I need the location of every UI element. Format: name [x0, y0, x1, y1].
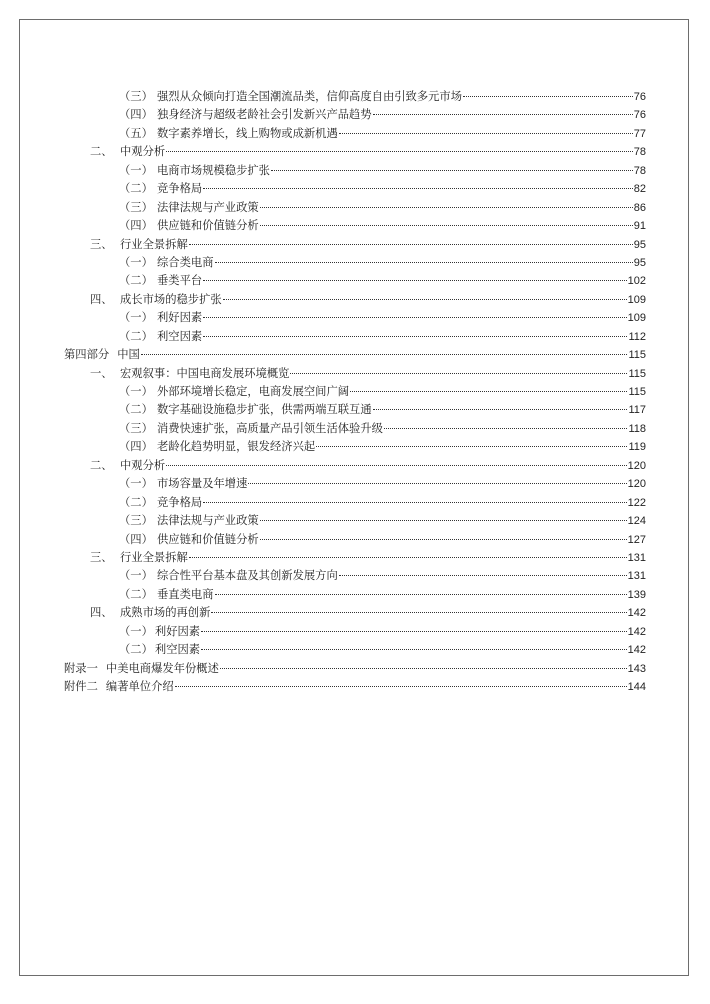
toc-entry-page-number: 142 — [627, 644, 646, 657]
toc-dot-leader — [223, 299, 627, 300]
toc-dot-leader — [203, 188, 633, 189]
toc-entry-page-number: 82 — [633, 183, 646, 196]
toc-entry-title: 垂类平台 — [157, 274, 203, 288]
toc-entry-title: 中国 — [117, 348, 140, 362]
toc-entry[interactable] — [64, 180, 646, 198]
toc-entry-title: 供应链和价值链分析 — [157, 219, 259, 233]
toc-dot-leader — [189, 557, 627, 558]
toc-entry[interactable] — [64, 494, 646, 512]
toc-entry-title: 竞争格局 — [157, 182, 203, 196]
toc-entry[interactable] — [64, 383, 646, 401]
toc-entry-title: 市场容量及年增速 — [157, 477, 248, 491]
toc-entry-title: 数字素养增长，线上购物或成新机遇 — [157, 126, 338, 140]
toc-dot-leader — [260, 225, 633, 226]
toc-entry[interactable] — [64, 143, 646, 161]
toc-entry-page-number: 144 — [627, 681, 646, 693]
toc-entry-page-number: 120 — [627, 459, 646, 472]
toc-dot-leader — [373, 409, 628, 410]
toc-entry-page-number: 102 — [627, 275, 646, 288]
toc-dot-leader — [384, 428, 628, 429]
toc-entry-page-number: 77 — [633, 127, 646, 140]
toc-entry-title: 利好因素 — [154, 624, 201, 638]
toc-entry-title: 利空因素 — [154, 643, 201, 657]
toc-entry-page-number: 142 — [627, 607, 646, 620]
toc-entry-number: 四、 — [90, 606, 113, 620]
toc-entry-title: 利空因素 — [157, 329, 203, 343]
toc-dot-leader — [339, 133, 633, 134]
toc-entry-page-number: 76 — [633, 109, 646, 122]
toc-entry-number: （二） — [119, 587, 153, 601]
toc-entry[interactable] — [64, 531, 646, 549]
toc-entry-number: 三、 — [90, 237, 113, 251]
toc-entry-number: 三、 — [90, 550, 113, 564]
toc-entry-number: （二） — [119, 643, 153, 657]
toc-entry[interactable] — [64, 125, 646, 143]
toc-entry[interactable] — [64, 586, 646, 604]
toc-entry[interactable] — [64, 567, 646, 585]
toc-entry-number: （二） — [119, 329, 153, 343]
toc-entry-number: 附件二 — [64, 680, 98, 693]
toc-entry-number: （四） — [119, 440, 153, 454]
toc-entry[interactable] — [64, 475, 646, 493]
toc-entry-page-number: 86 — [633, 201, 646, 214]
toc-entry[interactable] — [64, 623, 646, 641]
toc-entry-page-number: 112 — [628, 330, 646, 343]
toc-entry[interactable] — [64, 641, 646, 659]
toc-entry-number: （一） — [119, 624, 153, 638]
toc-entry-page-number: 119 — [628, 441, 646, 454]
toc-entry-number: （三） — [119, 421, 153, 435]
toc-entry-title: 利好因素 — [157, 311, 203, 325]
toc-entry[interactable] — [64, 346, 646, 364]
toc-entry-number: 二、 — [90, 458, 113, 472]
toc-dot-leader — [350, 391, 627, 392]
toc-dot-leader — [189, 244, 633, 245]
toc-entry[interactable] — [64, 88, 646, 106]
toc-entry[interactable] — [64, 162, 646, 180]
toc-entry[interactable] — [64, 549, 646, 567]
toc-entry-number: 附录一 — [64, 661, 98, 675]
toc-dot-leader — [203, 317, 626, 318]
toc-dot-leader — [463, 96, 633, 97]
toc-entry-number: 第四部分 — [64, 348, 110, 362]
toc-dot-leader — [373, 114, 633, 115]
toc-entry-title: 垂直类电商 — [157, 587, 214, 601]
toc-entry-number: （一） — [119, 163, 153, 177]
toc-entry-title: 电商市场规模稳步扩张 — [157, 163, 270, 177]
toc-entry[interactable] — [64, 106, 646, 124]
toc-entry-title: 成长市场的稳步扩张 — [120, 292, 222, 306]
toc-entry-title: 独身经济与超级老龄社会引发新兴产品趋势 — [157, 108, 372, 122]
toc-dot-leader — [339, 575, 627, 576]
toc-entry-title: 中观分析 — [120, 458, 166, 472]
toc-entry[interactable] — [64, 604, 646, 622]
toc-entry[interactable] — [64, 512, 646, 530]
toc-entry-number: 二、 — [90, 145, 113, 159]
toc-entry-number: （二） — [119, 403, 153, 417]
toc-dot-leader — [260, 539, 627, 540]
toc-entry-page-number: 124 — [627, 515, 646, 528]
toc-dot-leader — [220, 668, 627, 669]
toc-entry-title: 竞争格局 — [157, 495, 203, 509]
toc-entry-number: （三） — [119, 200, 153, 214]
toc-dot-leader — [141, 354, 628, 355]
toc-entry-title: 成熟市场的再创新 — [120, 606, 211, 620]
toc-dot-leader — [260, 520, 627, 521]
toc-entry-title: 编著单位介绍 — [105, 680, 174, 693]
toc-entry-number: （一） — [119, 311, 153, 325]
toc-entry-title: 行业全景拆解 — [120, 237, 188, 251]
toc-entry-title: 中观分析 — [120, 145, 166, 159]
toc-entry[interactable] — [64, 438, 646, 456]
toc-entry-page-number: 115 — [628, 386, 646, 398]
toc-entry-page-number: 139 — [627, 588, 646, 601]
toc-dot-leader — [203, 502, 626, 503]
toc-entry[interactable] — [64, 328, 646, 346]
toc-entry-page-number: 120 — [627, 478, 646, 491]
toc-entry-number: （三） — [119, 90, 153, 103]
toc-dot-leader — [201, 649, 627, 650]
toc-dot-leader — [248, 483, 626, 484]
toc-entry-page-number: 95 — [633, 256, 646, 269]
toc-entry-page-number: 95 — [633, 238, 646, 251]
toc-entry-page-number: 78 — [633, 146, 646, 159]
toc-entry-number: 一、 — [90, 366, 113, 380]
toc-entry-page-number: 122 — [627, 496, 646, 509]
toc-entry-number: （一） — [119, 569, 153, 583]
toc-entry[interactable] — [64, 660, 646, 678]
toc-entry[interactable] — [64, 217, 646, 235]
toc-entry-number: （五） — [119, 126, 153, 140]
toc-dot-leader — [203, 280, 626, 281]
toc-entry-number: （一） — [119, 255, 153, 269]
toc-entry[interactable] — [64, 309, 646, 327]
toc-entry-page-number: 109 — [627, 312, 646, 325]
toc-entry-page-number: 131 — [627, 570, 646, 583]
toc-entry-page-number: 78 — [633, 164, 646, 177]
toc-entry-number: （二） — [119, 274, 153, 288]
toc-entry[interactable] — [64, 199, 646, 217]
toc-entry-number: 四、 — [90, 292, 113, 306]
toc-entry[interactable] — [64, 420, 646, 438]
toc-entry-page-number: 76 — [633, 91, 646, 103]
toc-entry[interactable] — [64, 236, 646, 254]
toc-entry[interactable] — [64, 401, 646, 419]
toc-entry-page-number: 91 — [633, 220, 646, 233]
toc-dot-leader — [260, 207, 633, 208]
toc-entry-title: 数字基础设施稳步扩张，供需两端互联互通 — [157, 403, 372, 417]
toc-dot-leader — [215, 594, 627, 595]
toc-entry-number: （四） — [119, 532, 153, 546]
toc-dot-leader — [175, 686, 627, 687]
toc-entry-title: 综合类电商 — [157, 255, 214, 269]
toc-entry[interactable] — [64, 457, 646, 475]
toc-entry-number: （二） — [119, 495, 153, 509]
toc-dot-leader — [211, 612, 626, 613]
toc-entry-title: 外部环境增长稳定，电商发展空间广阔 — [157, 385, 350, 398]
toc-dot-leader — [201, 631, 627, 632]
toc-entry-number: （一） — [119, 385, 153, 398]
toc-entry-number: （二） — [119, 182, 153, 196]
toc-dot-leader — [271, 170, 633, 171]
toc-dot-leader — [166, 151, 633, 152]
toc-entry-title: 行业全景拆解 — [120, 550, 188, 564]
toc-dot-leader — [290, 373, 627, 374]
toc-entry-number: （四） — [119, 108, 153, 122]
toc-entry-page-number: 143 — [627, 662, 646, 675]
toc-entry-page-number: 118 — [628, 422, 646, 435]
toc-entry-page-number: 117 — [628, 404, 646, 417]
toc-entry-page-number: 115 — [628, 349, 646, 362]
toc-entry-title: 综合性平台基本盘及其创新发展方向 — [157, 569, 338, 583]
toc-entry[interactable] — [64, 365, 646, 383]
toc-entry-number: （一） — [119, 477, 153, 491]
toc-entry-title: 中美电商爆发年份概述 — [105, 661, 219, 675]
toc-dot-leader — [316, 446, 627, 447]
toc-entry[interactable] — [64, 272, 646, 290]
toc-entry[interactable] — [64, 678, 646, 696]
toc-entry-page-number: 142 — [627, 625, 646, 638]
toc-entry-title: 法律法规与产业政策 — [157, 200, 259, 214]
toc-entry-number: （三） — [119, 514, 153, 528]
toc-entry-title: 法律法规与产业政策 — [157, 514, 259, 528]
toc-entry-page-number: 131 — [627, 551, 646, 564]
toc-entry-title: 老龄化趋势明显，银发经济兴起 — [157, 440, 316, 454]
toc-entry-number: （四） — [119, 219, 153, 233]
table-of-contents — [64, 88, 646, 696]
toc-entry-page-number: 127 — [627, 533, 646, 546]
toc-entry[interactable] — [64, 254, 646, 272]
toc-entry-title: 强烈从众倾向打造全国潮流品类，信仰高度自由引致多元市场 — [157, 90, 463, 103]
toc-entry-title: 宏观叙事：中国电商发展环境概览 — [120, 366, 290, 380]
toc-entry-title: 消费快速扩张，高质量产品引领生活体验升级 — [157, 421, 383, 435]
toc-dot-leader — [166, 465, 626, 466]
toc-dot-leader — [215, 262, 633, 263]
toc-dot-leader — [203, 336, 627, 337]
toc-entry-page-number: 115 — [628, 367, 646, 380]
toc-entry[interactable] — [64, 291, 646, 309]
toc-entry-title: 供应链和价值链分析 — [157, 532, 259, 546]
toc-entry-page-number: 109 — [627, 293, 646, 306]
